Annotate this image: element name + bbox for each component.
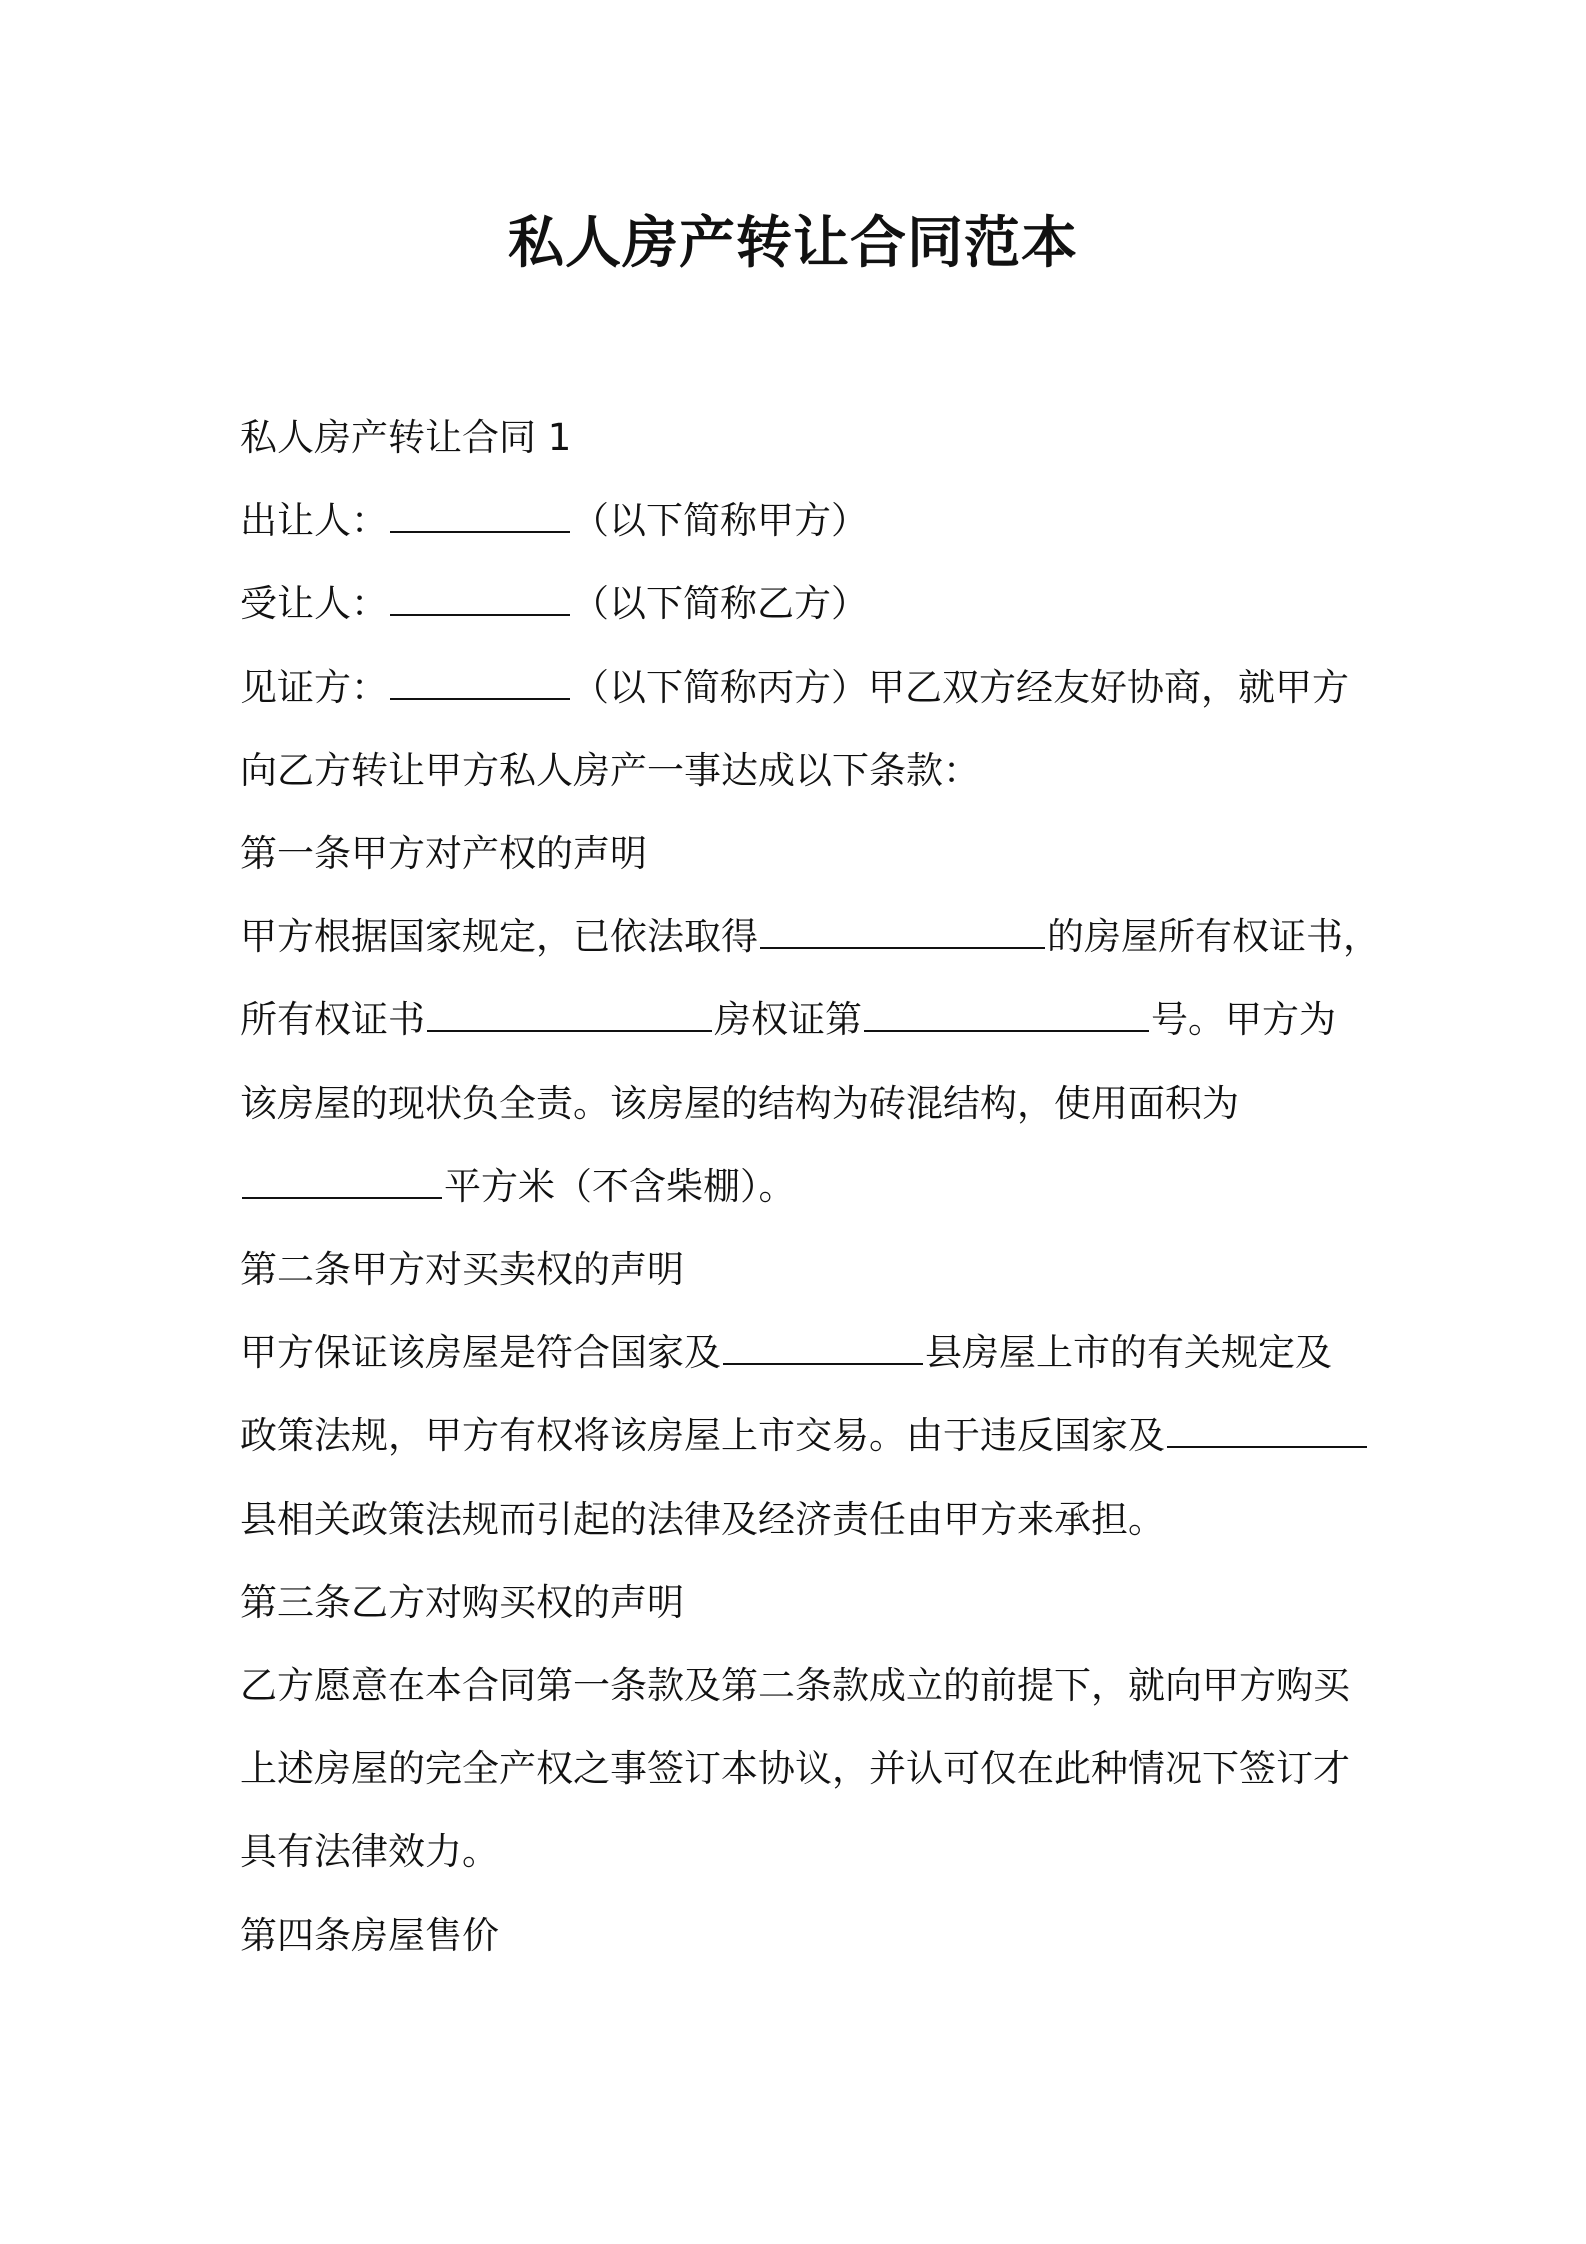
text-segment: 私人房产转让合同 1 — [240, 416, 572, 459]
text-line — [240, 1328, 1332, 1378]
text-line — [240, 1661, 1350, 1711]
text-line — [240, 1911, 499, 1961]
text-segment: 平方米（不含柴棚）。 — [444, 1164, 796, 1208]
fill-in-blank — [390, 668, 570, 700]
text-segment: 受让人： — [240, 582, 388, 626]
text-line — [240, 1827, 499, 1877]
text-line — [240, 1411, 1369, 1461]
text-segment: 该房屋的现状负全责。该房屋的结构为砖混结构，使用面积为 — [240, 1081, 1239, 1125]
text-segment: 房权证第 — [714, 998, 862, 1042]
text-segment: 第一条甲方对产权的声明 — [240, 832, 647, 875]
text-segment: 县房屋上市的有关规定及 — [925, 1331, 1332, 1375]
text-line — [240, 1744, 1350, 1794]
text-segment: （以下简称甲方） — [572, 499, 868, 543]
text-segment: 向乙方转让甲方私人房产一事达成以下条款： — [240, 748, 980, 792]
text-segment: （以下简称丙方）甲乙双方经友好协商，就甲方 — [572, 665, 1349, 709]
text-segment: 第四条房屋售价 — [240, 1913, 499, 1957]
text-segment: 的房屋所有权证书， — [1047, 915, 1380, 959]
text-line — [240, 413, 571, 463]
fill-in-blank — [242, 1167, 442, 1199]
text-line — [240, 579, 868, 629]
fill-in-blank — [390, 501, 570, 533]
text-line — [240, 746, 980, 796]
fill-in-blank — [427, 1000, 712, 1032]
fill-in-blank — [760, 917, 1045, 949]
text-line — [240, 1495, 1165, 1545]
text-segment: 见证方： — [240, 665, 388, 709]
document-title: 私人房产转让合同范本 — [508, 211, 1078, 276]
text-line — [240, 1162, 796, 1212]
text-segment: 具有法律效力。 — [240, 1830, 499, 1874]
text-segment: 上述房屋的完全产权之事签订本协议，并认可仅在此种情况下签订才 — [240, 1747, 1350, 1791]
text-line — [240, 1245, 684, 1295]
text-segment: 出让人： — [240, 499, 388, 543]
text-segment: 政策法规，甲方有权将该房屋上市交易。由于违反国家及 — [240, 1414, 1165, 1458]
text-segment: 号。甲方为 — [1151, 998, 1336, 1042]
text-line — [240, 496, 868, 546]
text-segment: 第二条甲方对买卖权的声明 — [240, 1248, 684, 1291]
text-line — [240, 995, 1336, 1045]
text-line — [240, 1578, 684, 1628]
text-segment: 甲方保证该房屋是符合国家及 — [240, 1331, 721, 1375]
text-line — [240, 663, 1349, 713]
text-segment: 甲方根据国家规定，已依法取得 — [240, 915, 758, 959]
text-line — [240, 829, 647, 879]
fill-in-blank — [1167, 1416, 1367, 1448]
text-segment: 县相关政策法规而引起的法律及经济责任由甲方来承担。 — [240, 1497, 1165, 1541]
fill-in-blank — [390, 584, 570, 616]
text-line — [240, 912, 1380, 962]
text-segment: 第三条乙方对购买权的声明 — [240, 1580, 684, 1624]
text-segment: 乙方愿意在本合同第一条款及第二条款成立的前提下，就向甲方购买 — [240, 1664, 1350, 1707]
fill-in-blank — [864, 1000, 1149, 1032]
text-line — [240, 1079, 1239, 1129]
text-segment: （以下简称乙方） — [572, 582, 868, 626]
text-segment: 所有权证书 — [240, 998, 425, 1042]
fill-in-blank — [723, 1333, 923, 1365]
